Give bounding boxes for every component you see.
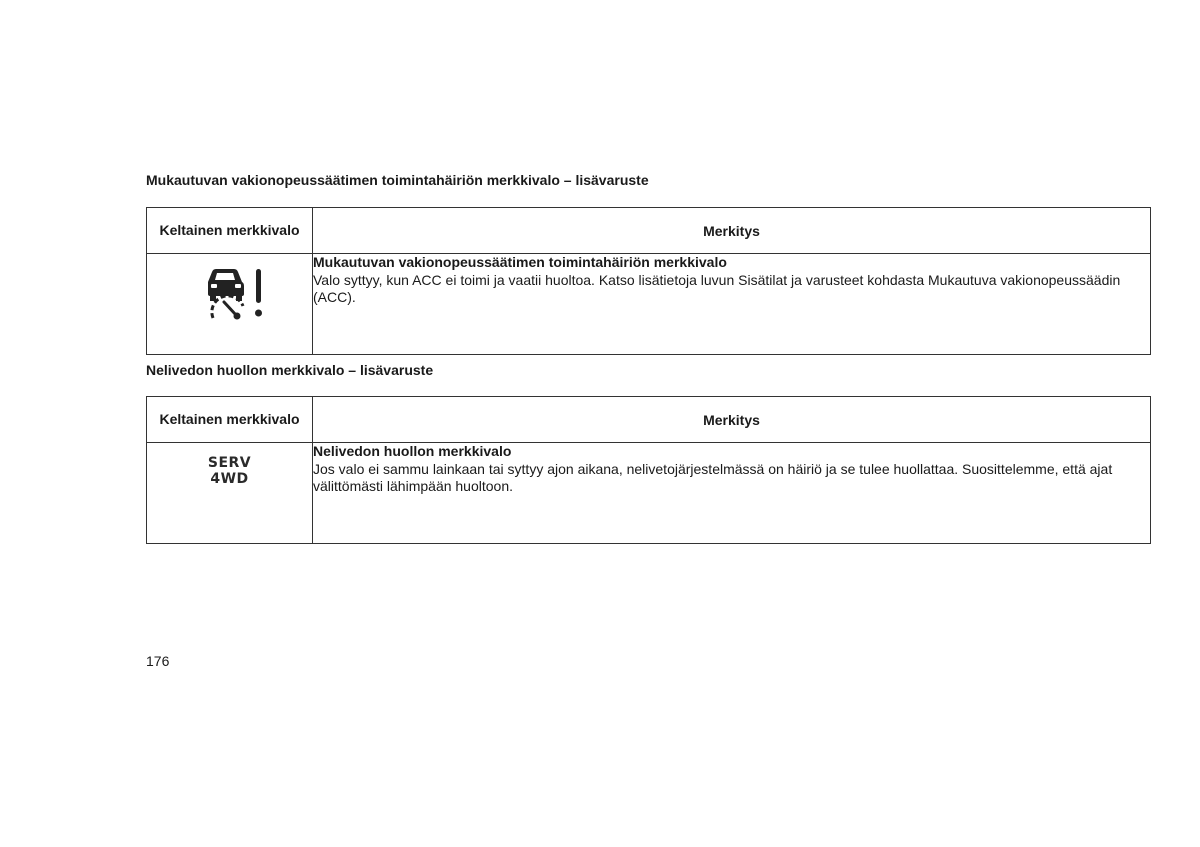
- table-header-row: [147, 208, 1151, 254]
- description-title: Nelivedon huollon merkkivalo: [313, 443, 512, 459]
- icon-cell: [147, 443, 313, 544]
- table-row: [147, 254, 1151, 355]
- page-number: 176: [146, 653, 170, 669]
- warning-table-4wd: [146, 396, 1151, 544]
- acc-fault-icon: [202, 266, 266, 325]
- header-meaning: Merkitys: [313, 208, 1151, 254]
- 4wd-label: 4WD: [210, 471, 249, 487]
- description-text: Valo syttyy, kun ACC ei toimi ja vaatii huoltoa. Katso lisätietoja luvun Sisätilat ja varusteet kohdasta Mukautuva vakionopeussäädin (ACC).: [313, 271, 1121, 305]
- serv-label: SERV: [207, 455, 252, 471]
- section-title-acc: Mukautuvan vakionopeussäätimen toimintahäiriön merkkivalo – lisävaruste: [146, 172, 649, 188]
- section-title-4wd: Nelivedon huollon merkkivalo – lisävaruste: [146, 362, 434, 378]
- header-meaning: Merkitys: [313, 397, 1151, 443]
- header-yellow-light: Keltainen merkkivalo: [147, 208, 313, 254]
- description-cell: [313, 443, 1151, 544]
- table-row: [147, 443, 1151, 544]
- serv-4wd-icon: [208, 455, 251, 487]
- description-text: Jos valo ei sammu lainkaan tai syttyy ajon aikana, nelivetojärjestelmässä on häiriö ja se tulee huollattaa. Suosittelemme, että ajat välittömästi lähimpään huoltoon.: [313, 460, 1113, 494]
- description-title: Mukautuvan vakionopeussäätimen toimintahäiriön merkkivalo: [313, 254, 727, 270]
- table-header-row: [147, 397, 1151, 443]
- description-cell: [313, 254, 1151, 355]
- header-yellow-light: Keltainen merkkivalo: [147, 397, 313, 443]
- icon-cell: [147, 254, 313, 355]
- warning-table-acc: [146, 207, 1151, 355]
